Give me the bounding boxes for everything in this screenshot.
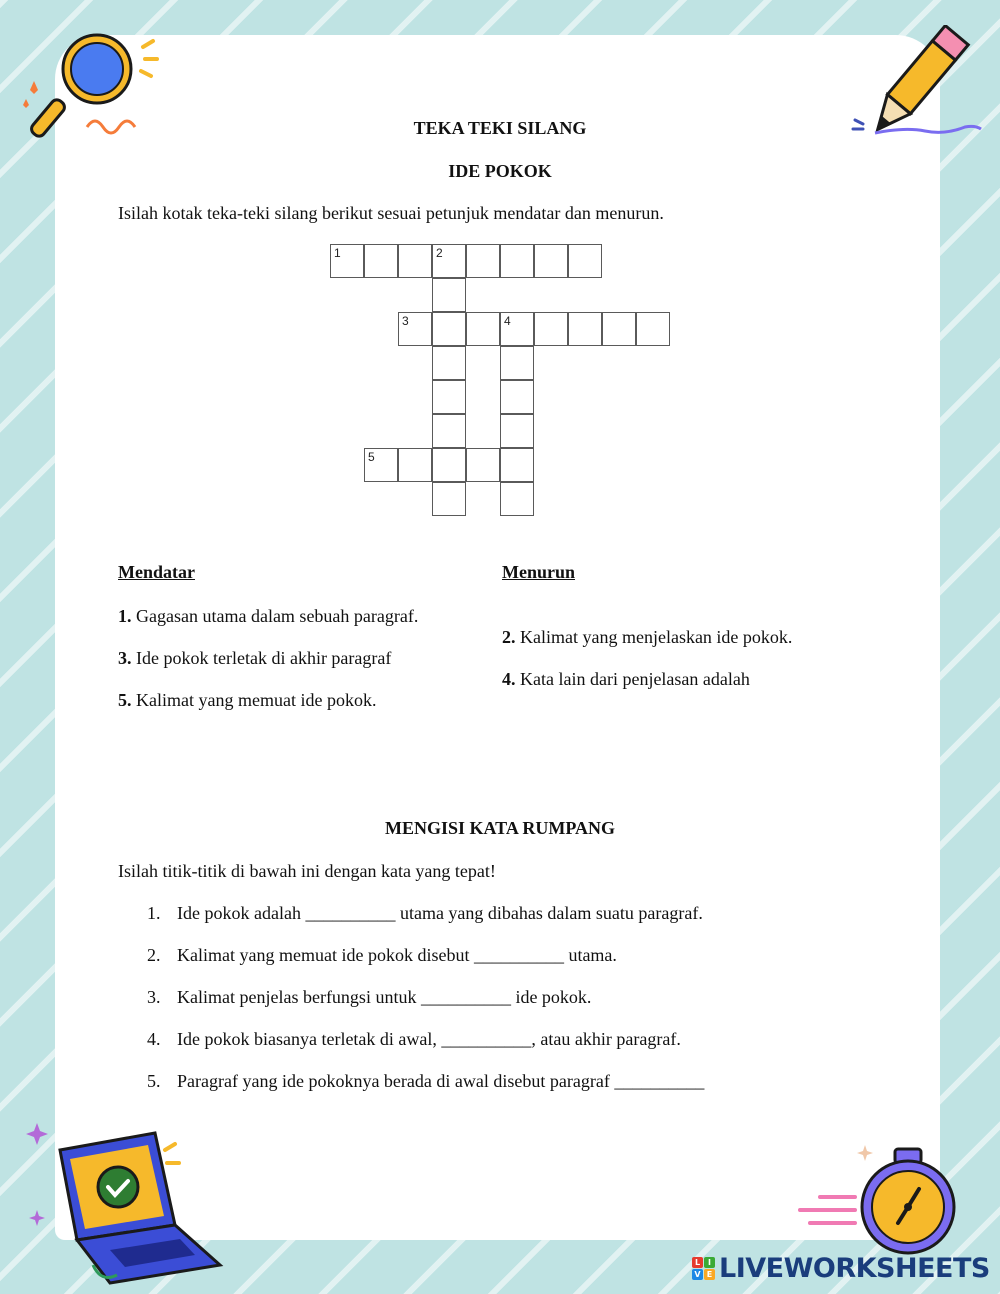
- item-text[interactable]: Kalimat penjelas berfungsi untuk __________ ide pokok.: [177, 987, 592, 1007]
- crossword-cell[interactable]: [432, 346, 466, 380]
- item-number: 1.: [147, 903, 161, 923]
- stopwatch-icon: [795, 1135, 970, 1265]
- clue-number: 2.: [502, 627, 516, 647]
- crossword-cell[interactable]: [500, 482, 534, 516]
- logo-mark-letter: V: [692, 1269, 703, 1280]
- crossword-cell[interactable]: [432, 380, 466, 414]
- item-text[interactable]: Ide pokok biasanya terletak di awal, __________, atau akhir paragraf.: [177, 1029, 681, 1049]
- down-heading: Menurun: [502, 562, 576, 582]
- logo-mark-letter: E: [704, 1269, 715, 1280]
- item-number: 2.: [147, 945, 161, 965]
- crossword-cell[interactable]: [330, 244, 364, 278]
- clue-number: 5: [368, 450, 375, 464]
- clue-text: Kalimat yang memuat ide pokok.: [131, 690, 377, 710]
- crossword-cell[interactable]: [364, 448, 398, 482]
- crossword-subtitle: IDE POKOK: [448, 161, 552, 181]
- crossword-cell[interactable]: [500, 380, 534, 414]
- item-number: 5.: [147, 1071, 161, 1091]
- fill-item: [147, 1029, 681, 1050]
- clue-number: 1: [334, 246, 341, 260]
- item-text[interactable]: Paragraf yang ide pokoknya berada di awal disebut paragraf __________: [177, 1071, 705, 1091]
- brand-name: LIVEWORKSHEETS: [719, 1252, 990, 1284]
- liveworksheets-logo[interactable]: [692, 1253, 990, 1283]
- crossword-cell[interactable]: [432, 482, 466, 516]
- clue-number: 4: [504, 314, 511, 328]
- crossword-cell[interactable]: [398, 244, 432, 278]
- crossword-cell[interactable]: [432, 244, 466, 278]
- crossword-cell[interactable]: [500, 244, 534, 278]
- crossword-cell[interactable]: [500, 346, 534, 380]
- laptop-icon: [15, 1115, 230, 1290]
- crossword-cell[interactable]: [398, 312, 432, 346]
- crossword-cell[interactable]: [466, 448, 500, 482]
- crossword-cell[interactable]: [432, 278, 466, 312]
- fill-title: MENGISI KATA RUMPANG: [384, 818, 615, 838]
- crossword-cell[interactable]: [500, 448, 534, 482]
- clue-text: Kata lain dari penjelasan adalah: [515, 669, 750, 689]
- logo-mark-letter: L: [692, 1257, 703, 1268]
- logo-mark-letter: I: [704, 1257, 715, 1268]
- across-clue: [118, 648, 391, 669]
- clue-number: 3.: [118, 648, 132, 668]
- fill-item: [147, 1071, 704, 1092]
- across-clue: [118, 606, 418, 627]
- crossword-cell[interactable]: [432, 312, 466, 346]
- down-clue: [502, 669, 750, 690]
- clue-number: 2: [436, 246, 443, 260]
- crossword-cell[interactable]: [602, 312, 636, 346]
- crossword-cell[interactable]: [568, 312, 602, 346]
- item-text[interactable]: Kalimat yang memuat ide pokok disebut __________ utama.: [177, 945, 617, 965]
- fill-item: [147, 987, 591, 1008]
- clue-text: Ide pokok terletak di akhir paragraf: [131, 648, 392, 668]
- crossword-cell[interactable]: [432, 448, 466, 482]
- fill-instruction: Isilah titik-titik di bawah ini dengan kata yang tepat!: [118, 861, 496, 881]
- crossword-cell[interactable]: [534, 244, 568, 278]
- item-text[interactable]: Ide pokok adalah __________ utama yang dibahas dalam suatu paragraf.: [177, 903, 703, 923]
- logo-mark-icon: [692, 1257, 715, 1280]
- clue-text: Gagasan utama dalam sebuah paragraf.: [131, 606, 419, 626]
- fill-item: [147, 903, 703, 924]
- clue-number: 4.: [502, 669, 516, 689]
- crossword-cell[interactable]: [636, 312, 670, 346]
- clue-text: Kalimat yang menjelaskan ide pokok.: [515, 627, 793, 647]
- crossword-cell[interactable]: [466, 312, 500, 346]
- crossword-title: TEKA TEKI SILANG: [413, 118, 587, 138]
- crossword-cell[interactable]: [364, 244, 398, 278]
- clue-number: 5.: [118, 690, 132, 710]
- crossword-cell[interactable]: [398, 448, 432, 482]
- crossword-cell[interactable]: [466, 244, 500, 278]
- crossword-cell[interactable]: [432, 414, 466, 448]
- crossword-instruction: Isilah kotak teka-teki silang berikut sesuai petunjuk mendatar dan menurun.: [118, 203, 664, 223]
- clue-number: 3: [402, 314, 409, 328]
- across-heading: Mendatar: [118, 562, 195, 582]
- crossword-cell[interactable]: [500, 414, 534, 448]
- item-number: 4.: [147, 1029, 161, 1049]
- clue-number: 1.: [118, 606, 132, 626]
- fill-item: [147, 945, 617, 966]
- crossword-cell[interactable]: [568, 244, 602, 278]
- down-clue: [502, 627, 792, 648]
- across-clue: [118, 690, 376, 711]
- crossword-cell[interactable]: [500, 312, 534, 346]
- crossword-cell[interactable]: [534, 312, 568, 346]
- item-number: 3.: [147, 987, 161, 1007]
